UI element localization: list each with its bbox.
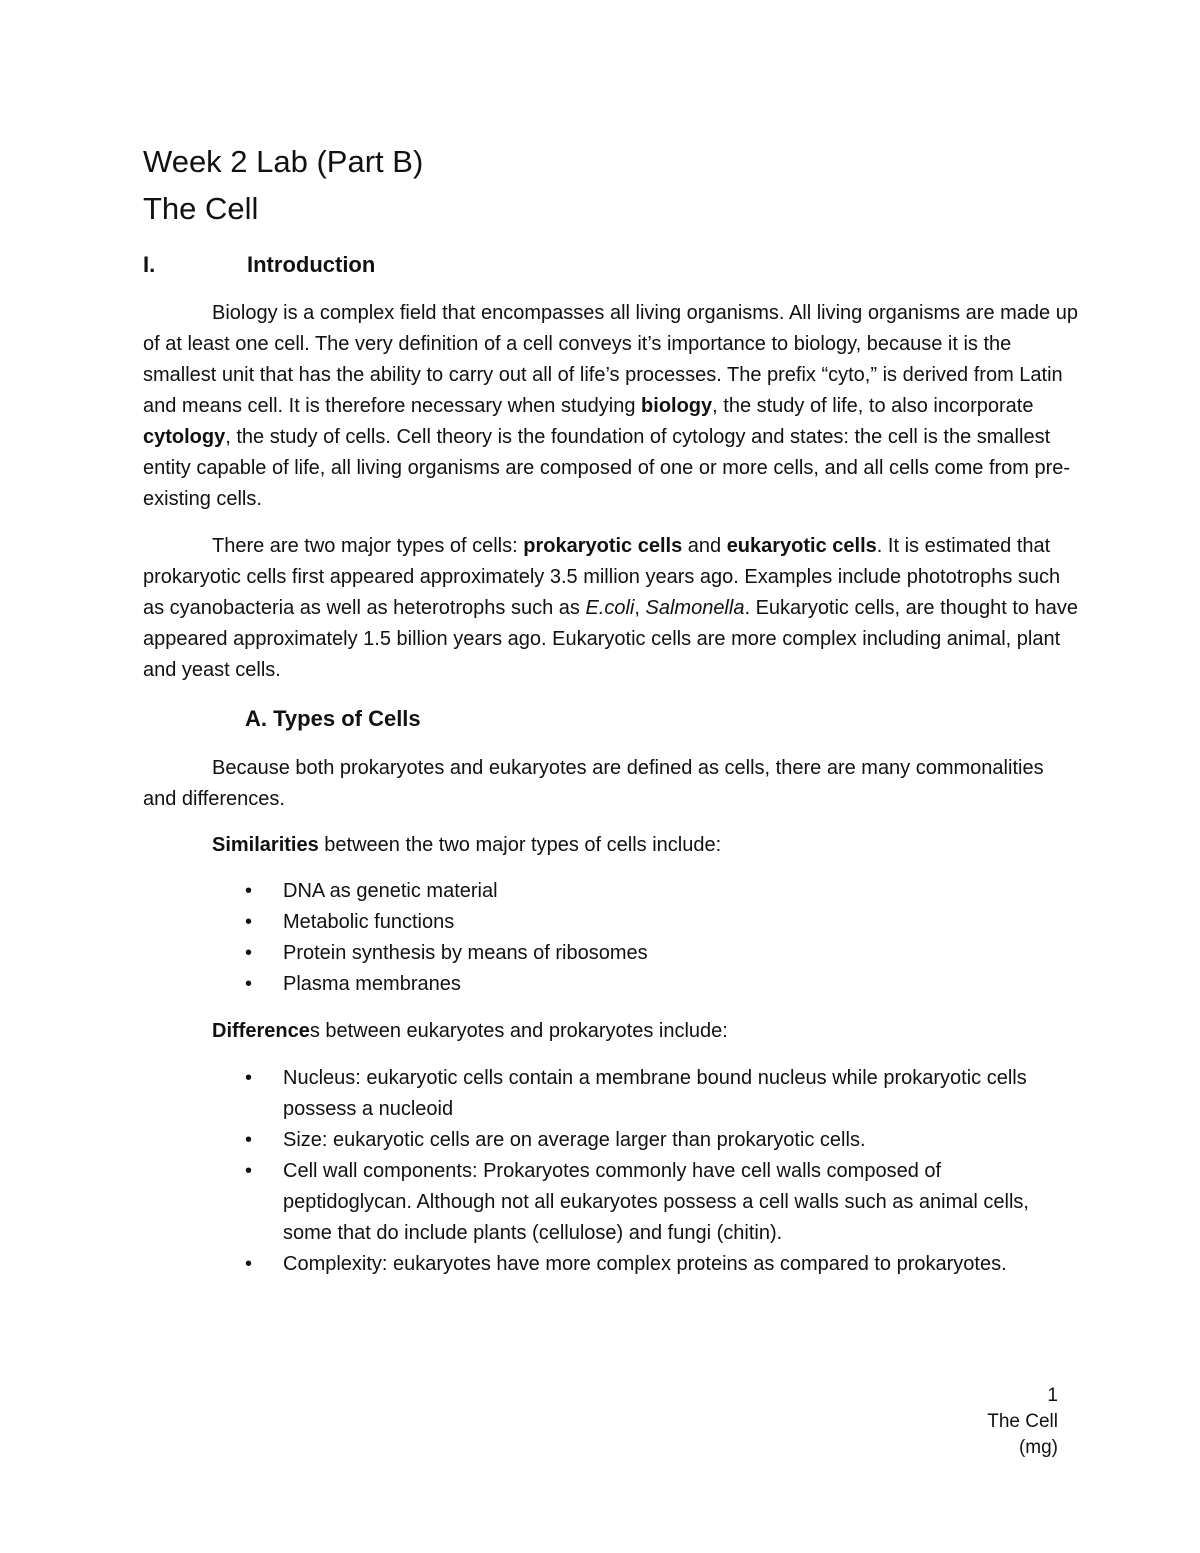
text-run: between the two major types of cells include: bbox=[318, 834, 722, 856]
page-footer bbox=[987, 1383, 1058, 1461]
differences-lead bbox=[212, 1016, 728, 1047]
list-item bbox=[245, 1249, 1065, 1280]
italic-term-salmonella: Salmonella bbox=[645, 597, 745, 619]
bullet-icon: • bbox=[245, 1067, 253, 1089]
bullet-icon: • bbox=[245, 942, 253, 964]
text-run: s between eukaryotes and prokaryotes include: bbox=[309, 1020, 728, 1042]
list-item-text: Size: eukaryotic cells are on average larger than prokaryotic cells. bbox=[283, 1129, 866, 1151]
list-item bbox=[245, 907, 1065, 938]
bullet-icon: • bbox=[245, 880, 253, 902]
list-item bbox=[245, 938, 1065, 969]
list-item bbox=[245, 1125, 1065, 1156]
similarities-lead bbox=[212, 830, 721, 861]
list-item-text: Protein synthesis by means of ribosomes bbox=[283, 942, 648, 964]
italic-term-ecoli: E.coli bbox=[585, 597, 635, 619]
document-subtitle: The Cell bbox=[143, 191, 259, 226]
document-title: Week 2 Lab (Part B) bbox=[143, 144, 424, 179]
text-run: . It is estimated that prokaryotic cells first appeared approximately 3.5 million years ago. Examples include phototrophs such as cyanobacteria as well as heterotrophs such as bbox=[143, 535, 1061, 619]
bullet-icon: • bbox=[245, 911, 253, 933]
bullet-icon: • bbox=[245, 1129, 253, 1151]
list-item bbox=[245, 876, 1065, 907]
list-item bbox=[245, 1156, 1065, 1249]
intro-paragraph-2 bbox=[143, 531, 1078, 686]
list-item-text: DNA as genetic material bbox=[283, 880, 498, 902]
text-run: There are two major types of cells: bbox=[212, 535, 524, 557]
subsection-heading-types-of-cells bbox=[245, 706, 421, 732]
list-item-text: Nucleus: eukaryotic cells contain a membrane bound nucleus while prokaryotic cells possess a nucleoid bbox=[283, 1067, 1027, 1120]
list-item-text: Metabolic functions bbox=[283, 911, 455, 933]
bold-term-prokaryotic: prokaryotic cells bbox=[523, 535, 683, 557]
bold-term-biology: biology bbox=[641, 395, 713, 417]
similarities-list bbox=[245, 876, 1065, 1000]
types-paragraph bbox=[143, 753, 1078, 815]
bullet-icon: • bbox=[245, 973, 253, 995]
text-run: , the study of life, to also incorporate bbox=[712, 395, 1034, 417]
section-title: Introduction bbox=[247, 252, 376, 277]
section-heading-introduction bbox=[143, 252, 375, 278]
section-number: I. bbox=[143, 252, 156, 277]
list-item-text: Plasma membranes bbox=[283, 973, 461, 995]
text-run: , bbox=[634, 597, 646, 619]
footer-doc-name: The Cell bbox=[987, 1411, 1058, 1432]
bullet-icon: • bbox=[245, 1253, 253, 1275]
subsection-title: Types of Cells bbox=[273, 706, 421, 731]
bold-term-cytology: cytology bbox=[143, 426, 226, 448]
subsection-label: A. bbox=[245, 706, 267, 731]
text-run: . Eukaryotic cells, are thought to have appeared approximately 1.5 billion years ago. Eukaryotic cells are more complex including animal, plant and yeast cells. bbox=[143, 597, 1078, 681]
differences-list bbox=[245, 1063, 1065, 1280]
page-number: 1 bbox=[1047, 1385, 1058, 1406]
list-item bbox=[245, 1063, 1065, 1125]
intro-paragraph-1 bbox=[143, 298, 1078, 515]
footer-initials: (mg) bbox=[1018, 1437, 1058, 1458]
bold-term-eukaryotic: eukaryotic cells bbox=[726, 535, 877, 557]
text-run: and bbox=[682, 535, 727, 557]
list-item-text: Complexity: eukaryotes have more complex proteins as compared to prokaryotes. bbox=[283, 1253, 1007, 1275]
list-item-text: Cell wall components: Prokaryotes commonly have cell walls composed of peptidoglycan. Although not all eukaryotes possess a cell walls such as animal cells, some that do include plants (cellulose) and fungi (chitin). bbox=[283, 1160, 1029, 1244]
bold-term-differences: Difference bbox=[212, 1020, 310, 1042]
bold-term-similarities: Similarities bbox=[212, 834, 319, 856]
bullet-icon: • bbox=[245, 1160, 253, 1182]
text-run: , the study of cells. Cell theory is the foundation of cytology and states: the cell is the smallest entity capable of life, all living organisms are composed of one or more cells, and all cells come from pre-existing cells. bbox=[143, 426, 1071, 510]
text-run: Because both prokaryotes and eukaryotes are defined as cells, there are many commonalities and differences. bbox=[143, 757, 1044, 810]
list-item bbox=[245, 969, 1065, 1000]
text-run: Biology is a complex field that encompasses all living organisms. All living organisms are made up of at least one cell. The very definition of a cell conveys it’s importance to biology, because it is the smallest unit that has the ability to carry out all of life’s processes. The prefix “cyto,” is derived from Latin and means cell. It is therefore necessary when studying bbox=[143, 302, 1078, 417]
